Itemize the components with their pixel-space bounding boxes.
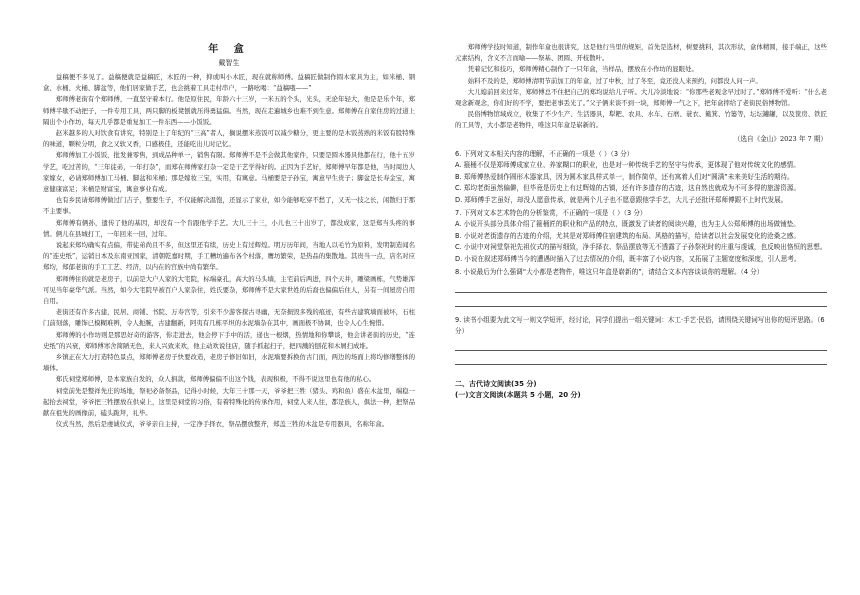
article-paragraph: 祠堂前先是整祥先庄的场地，祭祀必备祭品，记得小时候，大年三十那一天，爷爷把三牲（猪头、鸡和鱼）盛在木盆里，端稳一起抬去祠堂，爷爷把三牲摆放在供桌上，这里是祠堂的习俗，有着特殊化的传承作用，祠堂人来人往，都是族人，俱法一种，把祭品献在祖先的画像前，磕头跪拜，礼毕。: [43, 386, 415, 418]
article-paragraph: 益稿便不多见了。益稿便就是益稿匠，木匠的一种，抑或叫小木匠，现在就称师傅。益稿匠做制作圆木家具为主，如米桶、钢盒、水桶、火桶、脚盆等，他们居家做手艺，也会挑着工具走村串户，一路吆喝：“益稿哦——”: [43, 73, 415, 93]
answer-line[interactable]: [455, 353, 827, 365]
question-6-option-c: C. 郑均老街虽然偏僻，但毕竟是历史上有过辉煌的古镇，还有许多遗存的古迹，这自然也就成为不可多得的旅游资源。: [455, 184, 801, 193]
question-9-stem: 9. 读书小组要为此文写一则文学短评，经讨论，同学们提出一组关键词：木工·手艺·民俗，请围绕关键词写出你的短评思路。（6 分）: [455, 315, 825, 335]
article-paragraph: 仪式当然，然后是虔诚仪式，爷爷亲自主持，一定净手择衣，祭品摆放整齐，郑盖三牲的木盆是专用器具，名称年盒。: [55, 420, 389, 429]
article-title: 年 盒: [208, 44, 250, 55]
question-6-option-a: A. 箍桶不仅是郑师傅成家立业、养家糊口的职业，也是对一种传统手艺的坚守与传承，更体现了他对传统文化的感情。: [455, 161, 800, 170]
article-paragraph: 郑师傅住的就是老房子，以前是大户人家的大宅院，标端豪孔，高大的马头墙，主宅前后两进，四个天井，雕梁画栋，气势雄浑可见当年豪华气派。当然，如今大宅院早被百户人家杂住，姓氏要杂，郑师傅不是大家世姓的后裔也偏偏后住人，另有一间屋房自用自用。: [43, 274, 415, 306]
question-7-option-b: B. 小说对老街遗存的古迹的介绍，尤其是对郑师傅住宿建筑的布局、风格的描写，给读者以社会发展变化的沧桑之感。: [455, 231, 800, 240]
article-column: [43, 40, 415, 431]
article-paragraph: 郑师傅有俩孙，遗传了他的基因，却没有一个肯跟他学手艺。大儿三十三，小儿也三十出岁了，都没成家，这是郑当头疼的事情。俩儿在县城打工，一年回来一回，过年。: [43, 218, 415, 238]
answer-line[interactable]: [455, 339, 827, 351]
question-6-option-b: B. 郑师傅热爱制作圆形木器家具，因为圆木家具样式单一，制作简单，还有寓着人们对“圆满”未来美好生活的期待。: [455, 172, 794, 181]
article-paragraph: 也有乡民请郑师傅做过门吉子，整要生子，不仅能解决温饱，还显示了家业，如今能够吃穿不愁了，又无一技之长，闲散归于那不主要事。: [43, 196, 415, 216]
article-paragraph: 大儿媳前回来过年，郑师傅总不住把自己的郑均说给儿子听。大儿冷淡地说：“你那些老观念早过时了。”郑师傅不爱听：“什么老观念新观念，你们好的不学，要把老事丢光了。”父子俩来谈不到一块，郑师傅一气之下，把年盒摔给了老街民俗博物馆。: [455, 87, 827, 108]
article-paragraph: 郑师傅的小作坊则是那思好奇的游客，你走进去，他会停下手中的活，递也一根烟，热情地和你攀谈，他会讲老街的历史，“连史纸”的兴衰，郑师傅寒舍简陋无色，来人兴致来欢，他主动欢说往店，随手抓起扫子，把四溅的刨花和木屑扫成堆。: [43, 330, 415, 350]
question-7-option-d: D. 小说在叙述郑师傅当今的遭遇时插入了过去情况的介绍，既丰富了小说内容，又拓展了主题宽度和深度，引人思考。: [455, 254, 801, 263]
article-paragraph: 老街还有许多古建，民居、商铺、书院、万寿宫等，引来不少游客探古寻幽，无奈损毁多残的痕迹，有些古建筑墙面被坏，石柱门前刻落，雕饰已模糊难辨，令人扼腕，古建翻新，阿夷有几栋平坦的水泥墙杂在其中，画面极不协调，也令人心生惋惜。: [43, 308, 415, 328]
article-author: 戴智生: [218, 59, 240, 67]
question-6-stem: 6. 下列对文本相关内容的理解，不正确的一项是（ ）（3 分）: [455, 150, 634, 159]
question-6-option-d: D. 郑师傅手艺虽好，却没人愿意传承，就是两个儿子也不愿意跟他学手艺，大儿子还批评郑师傅跟不上时代发展。: [455, 195, 788, 204]
subsection-title: (一)文言文阅读(本题共 5 小题，20 分): [455, 391, 581, 400]
article-paragraph: 民俗博物馆域成立，收集了不少生产、生活器具，犁耙、农具、水车、石磨、蓑衣、簸箕、竹篓等，坛坛罐罐，以及筐房、铁匠的工具等，大小都是老物件，唯这只年盒是崭新的。: [455, 110, 827, 130]
article-paragraph: 乡镇正在大力打造特色景点，郑师傅老房子快要改造，老房子修旧如旧，水泥墙要拆换仿古门面，两边的场面上将均修缮整体的墙体。: [43, 353, 415, 373]
article-paragraph: 凭着记忆和技巧，郑师傅精心制作了一只年盒，当样品，摆放在小作坊的显眼处。: [467, 65, 698, 74]
article-paragraph: 郑师傅老街有个郑师傅，一直坚守着本行。他是原住民，年龄六十三岁，一米五的个头，光头，无论年轻大，他是是乐个年，郑师傅半歇不动把子，一件专用工具，两只脚的板凳刨就压得勇猛偏。当然，现在走遍城乡也难不到生意。郑师傅在自家住房的过道上隔出个小作坊，每天几乎都是重复加工一件东西——小饭饭。: [43, 95, 415, 126]
article-source: （选自《金山》2023 年 7 期）: [733, 134, 827, 143]
article-paragraph: 说起来郑均确实有点偏，带徒弟尚且不多，但这里还有续，历史上有过辉煌。明万历年间，当地人以毛竹为原料，发明制造闻名的“连史纸”，运销日本及东南亚国家，清朝乾嘉时期，手工糟坊遍布各个村落，鹰坊繁荣，是热品的集散地。其贵当一点，店名对应郑均，郑郁老街的手工工艺、经济，以内在的宫族中尚有繁华。: [43, 241, 415, 272]
question-7-stem: 7. 下列对文本艺术特色的分析鉴赏，不正确的一项是（ ）（3 分）: [455, 209, 647, 218]
article-paragraph: 赵米越多的人对饮食有讲究，特别是上了年纪的“三高”者人，搁说摆米蒸饭可以减少糖分，更主要的是木饭蒸熟的米饭有股特殊的味道，颗粒分明，食之又软又香，口感极佳，还能吃出儿时记忆。: [43, 129, 415, 149]
answer-line[interactable]: [455, 281, 827, 293]
answer-line[interactable]: [455, 295, 827, 307]
article-paragraph: 郑师傅学技时知道，制作年盒也很讲究，这是他行当里的规矩，首先是选材，树要挑料，其次形状，盒体精圆，接手端正，这些元素结构，含义不言而喻——祭基、团圆、开枝散叶。: [455, 43, 827, 63]
article-paragraph: 郑师傅加工小饭饭，批发兼零售，到成品种单一，销售有限。郑师傅不是不会做其他家件，只要是圆木器具他都在行，他十五岁学艺，吃过苦的，“三年徒弟，一年打杂”，而郑在师傅家打杂一定是干艺学得好的。正因为手艺好，郑师傅早年都是他，当时周边人家嫁女，必请郑师傅加工马桶、脚盆和米桶；那是嫁妆三宝，实用，有寓意。马桶要是子孙宝，寓意早生贵子；脚盆是长寿金宝，寓意健康富足；米桶是财富宝，寓意事业有成。: [43, 151, 415, 194]
question-8-stem: 8. 小说最后为什么强调“大小都是老物件，唯这只年盒是崭新的”，请结合文本内容谈谈你的理解。（4 分）: [455, 268, 764, 277]
section-title: 二、古代诗文阅读(35 分): [455, 380, 537, 389]
question-7-option-a: A. 小说开头部分具体介绍了箍桶匠的职业和产品的特点，既激发了读者的阅读兴趣，也为主人公郑师傅的出场做铺垫。: [455, 220, 800, 229]
questions-column: [455, 42, 827, 401]
article-paragraph: 郑氏祠堂郑师傅，是本家族自发的，众人捐款，郑师傅偏偏不出这个钱，表现积极，不得不说这里也有他的私心。: [55, 375, 376, 384]
question-7-option-c: C. 小说中对祠堂祭祀先祖仪式的描写细致，净手择衣、祭品摆放等无不透露了子孙祭祀时的庄重与虔诚，也反映出恪恒的思想。: [455, 243, 827, 252]
article-paragraph: 始料不及的是，郑师傅清明节前加工的年盒，过了中秋，过了冬至，竟还没人来预约，问都没人问一声。: [467, 76, 762, 85]
